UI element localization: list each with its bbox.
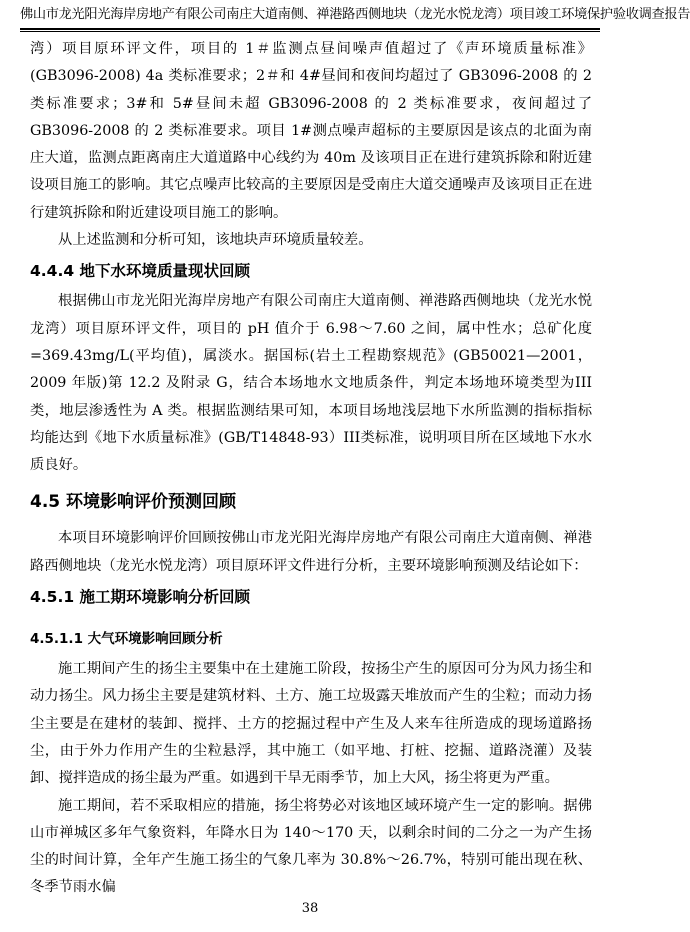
page-number: 38 (301, 901, 319, 916)
section-heading-4-5-1-1: 4.5.1.1 大气环境影响回顾分析 (30, 631, 223, 648)
body-paragraph: 施工期间，若不采取相应的措施，扬尘将势必对该地区域环境产生一定的影响。据佛山市禅城区多年气象资料，年降水日为 140～170 天，以剩余时间的二分之一为产生扬尘的时间计算，全年产生施工扬尘的气象几率为 30.8%～26.7%，特别可能出现在秋、冬季节雨水偏 (30, 797, 592, 896)
section-heading-4-5: 4.5 环境影响评价预测回顾 (30, 492, 237, 513)
body-paragraph: 湾）项目原环评文件，项目的 1＃监测点昼间噪声值超过了《声环境质量标准》(GB3096-2008) 4a 类标准要求；2＃和 4#昼间和夜间均超过了 GB3096-2008 的 2 类标准要求；3#和 5#昼间未超 GB3096-2008 的 2 类标准要求，夜间超过了 GB3096-2008 的 2 类标准要求。项目 1#测点噪声超标的主要原因是该点的北面为南庄大道，监测点距离南庄大道道路中心线约为 40m 及该项目正在进行建筑拆除和附近建设项目施工的影响。其它点噪声比较高的主要原因是受南庄大道交通噪声及该项目正在进行建筑拆除和附近建设项目施工的影响。 (30, 41, 592, 221)
body-paragraph: 本项目环境影响评价回顾按佛山市龙光阳光海岸房地产有限公司南庄大道南侧、禅港路西侧地块（龙光水悦龙湾）项目原环评文件进行分析，主要环境影响预测及结论如下： (30, 530, 592, 574)
section-heading-4-5-1: 4.5.1 施工期环境影响分析回顾 (30, 588, 251, 607)
running-header: 佛山市龙光阳光海岸房地产有限公司南庄大道南侧、禅港路西侧地块（龙光水悦龙湾）项目竣工环境保护验收调查报告 (20, 7, 690, 22)
body-paragraph: 根据佛山市龙光阳光海岸房地产有限公司南庄大道南侧、禅港路西侧地块（龙光水悦龙湾）项目原环评文件，项目的 pH 值介于 6.98～7.60 之间，属中性水；总矿化度=369.43mg/L(平均值)，属淡水。据国标(岩土工程勘察规范》(GB50021—2001，2009 年版)第 12.2 及附录 G，结合本场地水文地质条件，判定本场地环境类型为III类，地层渗透性为 A 类。根据监测结果可知，本项目场地浅层地下水所监测的指标指标均能达到《地下水质量标准》(GB/T14848-93）III类标准，说明项目所在区域地下水水质良好。 (30, 293, 592, 474)
section-heading-4-4-4: 4.4.4 地下水环境质量现状回顾 (30, 262, 251, 281)
page-body (30, 36, 592, 902)
body-paragraph: 从上述监测和分析可知，该地块声环境质量较差。 (58, 232, 373, 249)
header-rule-thick (20, 28, 600, 30)
body-paragraph: 施工期间产生的扬尘主要集中在土建施工阶段，按扬尘产生的原因可分为风力扬尘和动力扬尘。风力扬尘主要是建筑材料、土方、施工垃圾露天堆放而产生的尘粒；而动力扬尘主要是在建材的装卸、搅拌、土方的挖掘过程中产生及人来车往所造成的现场道路扬尘，由于外力作用产生的尘粒悬浮，其中施工（如平地、打桩、挖掘、道路浇灌）及装卸、搅拌造成的扬尘最为严重。如遇到干旱无雨季节，加上大风，扬尘将更为严重。 (30, 661, 592, 787)
header-rule-thin (20, 31, 600, 32)
